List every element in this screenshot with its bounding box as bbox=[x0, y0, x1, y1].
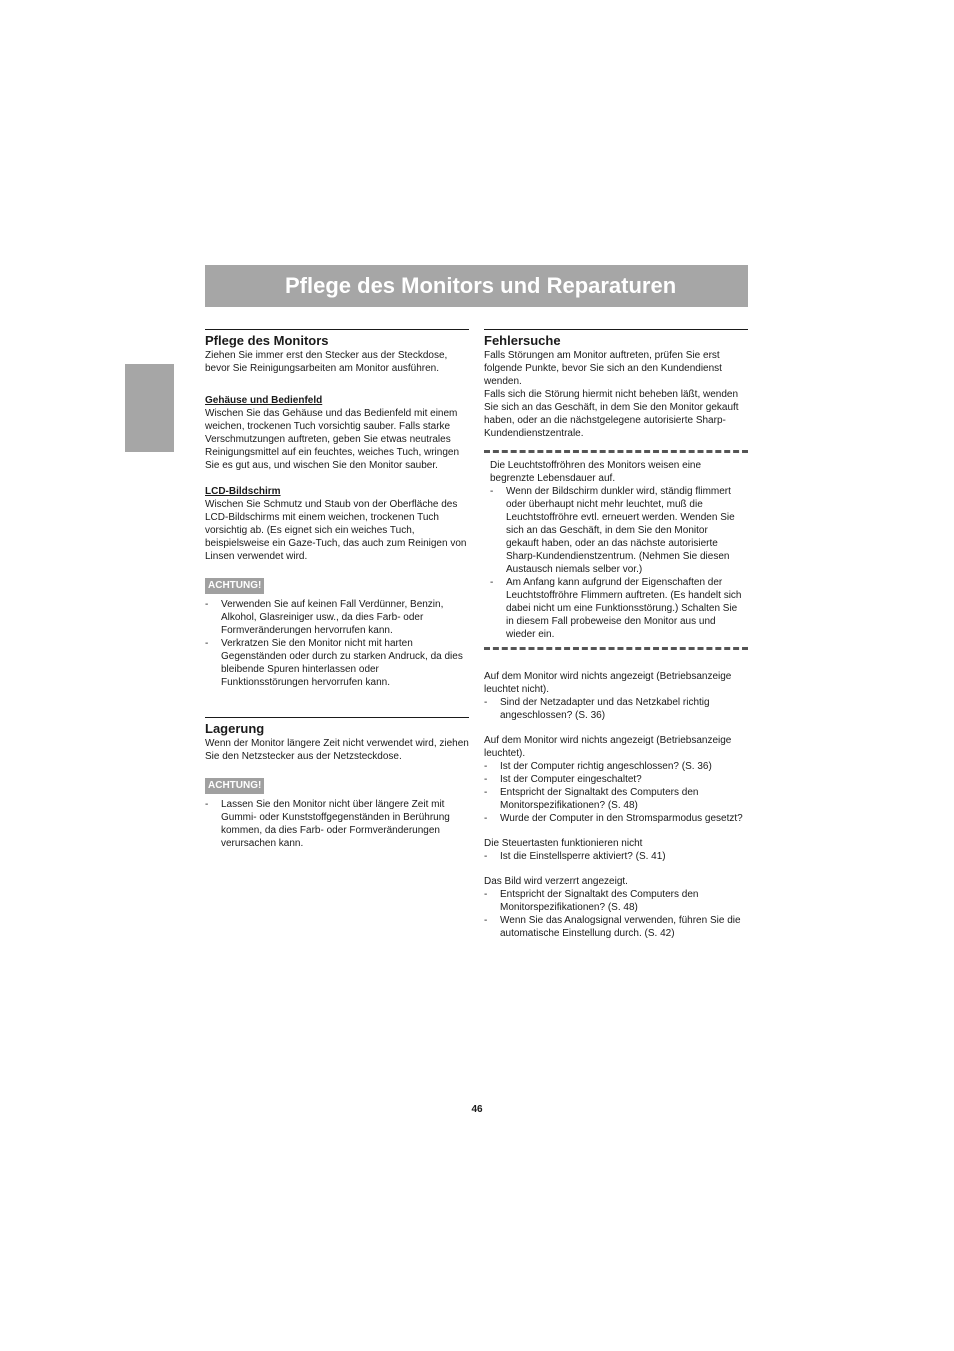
problem-title: Die Steuertasten funktionieren nicht bbox=[484, 838, 643, 849]
section-rule bbox=[484, 329, 748, 330]
list-item: - Ist die Einstellsperre aktiviert? (S. 41) bbox=[484, 850, 748, 863]
care-intro: Ziehen Sie immer erst den Stecker aus der Steckdose, bevor Sie Reinigungsarbeiten am Monitor ausführen. bbox=[205, 350, 448, 374]
list-item: - Entspricht der Signaltakt des Computers den Monitorspezifikationen? (S. 48) bbox=[484, 786, 748, 812]
storage-caution-list bbox=[205, 798, 469, 850]
list-item: - Wenn der Bildschirm dunkler wird, ständig flimmert oder überhaupt nicht mehr leuchtet, muß die Leuchtstoffröhre evtl. erneuert werden. Wenden Sie sich an das Geschäft, in dem Sie den Monitor gekauft haben, oder an das nächste autorisierte Sharp-Kundendienstzentrum. (Nehmen Sie diesen Austausch niemals selber vor.) bbox=[490, 485, 742, 576]
list-item: - Ist der Computer eingeschaltet? bbox=[484, 773, 748, 786]
lcd-heading: LCD-Bildschirm bbox=[205, 486, 281, 497]
section-rule bbox=[205, 717, 469, 718]
storage-heading: Lagerung bbox=[205, 721, 265, 736]
problem-checklist bbox=[484, 696, 748, 722]
problem-block bbox=[484, 837, 748, 863]
problem-title: Auf dem Monitor wird nichts angezeigt (Betriebsanzeige leuchtet). bbox=[484, 735, 732, 759]
page-number: 46 bbox=[471, 1104, 483, 1115]
list-item: - Wenn Sie das Analogsignal verwenden, führen Sie die automatische Einstellung durch. (S. 42) bbox=[484, 914, 748, 940]
title-bar bbox=[205, 265, 748, 307]
problem-block bbox=[484, 875, 748, 940]
list-item: - Verkratzen Sie den Monitor nicht mit harten Gegenständen oder durch zu starken Andruck, da dies bleibende Spuren hinterlassen oder Funktionsstörungen hervorrufen kann. bbox=[205, 637, 469, 689]
problem-checklist bbox=[484, 850, 748, 863]
list-item: - Entspricht der Signaltakt des Computers den Monitorspezifikationen? (S. 48) bbox=[484, 888, 748, 914]
note-intro: Die Leuchtstoffröhren des Monitors weisen eine begrenzte Lebensdauer auf. bbox=[490, 460, 702, 484]
care-caution-list bbox=[205, 598, 469, 689]
page-title: Pflege des Monitors und Reparaturen bbox=[285, 273, 677, 298]
troubleshooting-heading: Fehlersuche bbox=[484, 333, 561, 348]
caution-badge: ACHTUNG! bbox=[205, 778, 264, 794]
note-list bbox=[490, 485, 742, 641]
troubleshooting-intro-2: Falls sich die Störung hiermit nicht beheben läßt, wenden Sie sich an das Geschäft, in dem Sie den Monitor gekauft haben, oder an die nächstgelegene autorisierte Sharp-Kundendienstzentrale. bbox=[484, 389, 739, 439]
lcd-text: Wischen Sie Schmutz und Staub von der Oberfläche des LCD-Bildschirms mit einem weichen, trockenen Tuch vorsichtig ab. (Es eignet sich ein weiches Tuch, beispielsweise ein Gaze-Tuch, das auch zum Reinigen von Linsen verwendet wird. bbox=[205, 499, 467, 562]
problem-block bbox=[484, 670, 748, 722]
caution-badge: ACHTUNG! bbox=[205, 578, 264, 594]
list-item: - Wurde der Computer in den Stromsparmodus gesetzt? bbox=[484, 812, 748, 825]
storage-intro: Wenn der Monitor längere Zeit nicht verwendet wird, ziehen Sie den Netzstecker aus der Netzsteckdose. bbox=[205, 738, 469, 762]
section-rule bbox=[205, 329, 469, 330]
problem-title: Auf dem Monitor wird nichts angezeigt (Betriebsanzeige leuchtet nicht). bbox=[484, 671, 732, 695]
list-item: - Verwenden Sie auf keinen Fall Verdünner, Benzin, Alkohol, Glasreiniger usw., da dies Farb- oder Formveränderungen hervorrufen kann. bbox=[205, 598, 469, 637]
list-item: - Lassen Sie den Monitor nicht über längere Zeit mit Gummi- oder Kunststoffgegenständen in Berührung kommen, da dies Farb- oder Formveränderungen verursachen kann. bbox=[205, 798, 469, 850]
care-heading: Pflege des Monitors bbox=[205, 333, 329, 348]
problem-block bbox=[484, 734, 748, 825]
left-column bbox=[205, 329, 469, 850]
troubleshooting-intro-1: Falls Störungen am Monitor auftreten, prüfen Sie erst folgende Punkte, bevor Sie sich an den Kundendienst wenden. bbox=[484, 350, 722, 387]
note-box bbox=[484, 453, 748, 647]
section-tab bbox=[125, 364, 174, 452]
housing-text: Wischen Sie das Gehäuse und das Bedienfeld mit einem weichen, trockenen Tuch vorsichtig sauber. Falls starke Verschmutzungen auftreten, geben Sie etwas neutrales Reinigungsmittel auf ein feuchtes, weiches Tuch, wringen Sie es gut aus, und wischen Sie den Monitor sauber. bbox=[205, 408, 460, 471]
problem-checklist bbox=[484, 888, 748, 940]
list-item: - Sind der Netzadapter und das Netzkabel richtig angeschlossen? (S. 36) bbox=[484, 696, 748, 722]
list-item: - Am Anfang kann aufgrund der Eigenschaften der Leuchtstoffröhre Flimmern auftreten. (Es handelt sich dabei nicht um eine Funktionsstörung.) Schalten Sie in diesem Fall probeweise den Monitor aus und wieder ein. bbox=[490, 576, 742, 641]
problem-checklist bbox=[484, 760, 748, 825]
housing-heading: Gehäuse und Bedienfeld bbox=[205, 395, 323, 406]
right-column bbox=[484, 329, 748, 940]
list-item: - Ist der Computer richtig angeschlossen? (S. 36) bbox=[484, 760, 748, 773]
problem-title: Das Bild wird verzerrt angezeigt. bbox=[484, 876, 628, 887]
